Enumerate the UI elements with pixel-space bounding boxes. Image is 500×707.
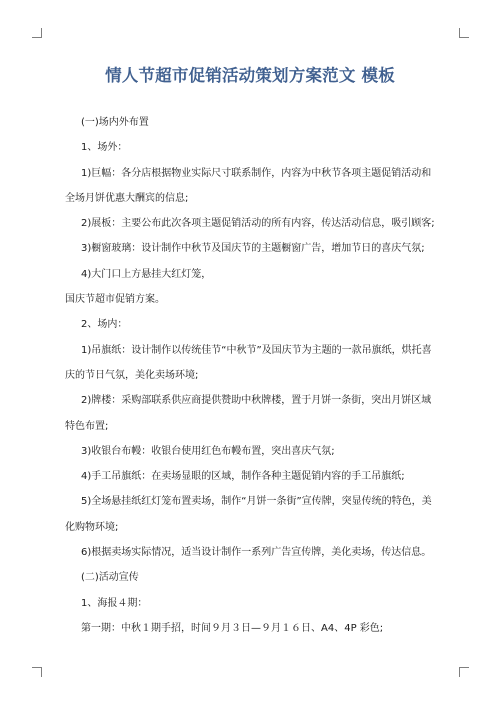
crop-mark-top-left	[32, 28, 42, 38]
paragraph: 1、海报４期：	[81, 597, 148, 609]
paragraph: 3)收银台布幔：收银台使用红色布幔布置，突出喜庆气氛;	[81, 445, 335, 457]
paragraph: (一)场内外布置	[81, 117, 149, 128]
paragraph: 全场月饼优惠大酬宾的信息;	[65, 192, 189, 204]
crop-mark-top-right	[459, 28, 469, 38]
paragraph: 6)根据卖场实际情况，适当设计制作一系列广告宣传牌，美化卖场，传达信息。	[81, 547, 432, 559]
paragraph: 国庆节超市促销方案。	[65, 294, 165, 306]
crop-mark-bottom-left	[32, 667, 42, 677]
paragraph: 1、场外：	[81, 142, 128, 154]
paragraph: 第一期：中秋１期手招，时间９月３日—９月１６日、A4、4P 彩色;	[81, 622, 384, 634]
paragraph: 2)展板：主要公布此次各项主题促销活动的所有内容，传达活动信息，吸引顾客;	[81, 218, 435, 230]
crop-mark-bottom-right	[459, 667, 469, 677]
paragraph: 4)手工吊旗纸：在卖场显眼的区域，制作各种主题促销内容的手工吊旗纸;	[81, 471, 405, 483]
paragraph: 2、场内：	[81, 319, 128, 331]
paragraph: 特色布置;	[65, 420, 109, 432]
document-body	[65, 110, 450, 641]
paragraph: 2)牌楼：采购部联系供应商提供赞助中秋牌楼，置于月饼一条街，突出月饼区域	[81, 395, 432, 407]
paragraph: 3)橱窗玻璃：设计制作中秋节及国庆节的主题橱窗广告，增加节日的喜庆气氛;	[81, 243, 425, 255]
paragraph: (二)活动宣传	[81, 572, 139, 584]
paragraph: 4)大门口上方悬挂大红灯笼，	[81, 268, 212, 280]
paragraph: 化购物环境;	[65, 521, 119, 533]
paragraph: 1)巨幅：各分店根据物业实际尺寸联系制作，内容为中秋节各项主题促销活动和	[81, 167, 432, 179]
document-title: 情人节超市促销活动策划方案范文 模板	[105, 66, 395, 85]
paragraph: 1)吊旗纸：设计制作以传统佳节“中秋节”及国庆节为主题的一款吊旗纸，烘托喜	[81, 344, 432, 356]
paragraph: 庆的节日气氛，美化卖场环境;	[65, 369, 199, 381]
paragraph: 5)全场悬挂纸红灯笼布置卖场，制作“月饼一条街”宣传牌，突显传统的特色，美	[81, 496, 432, 508]
